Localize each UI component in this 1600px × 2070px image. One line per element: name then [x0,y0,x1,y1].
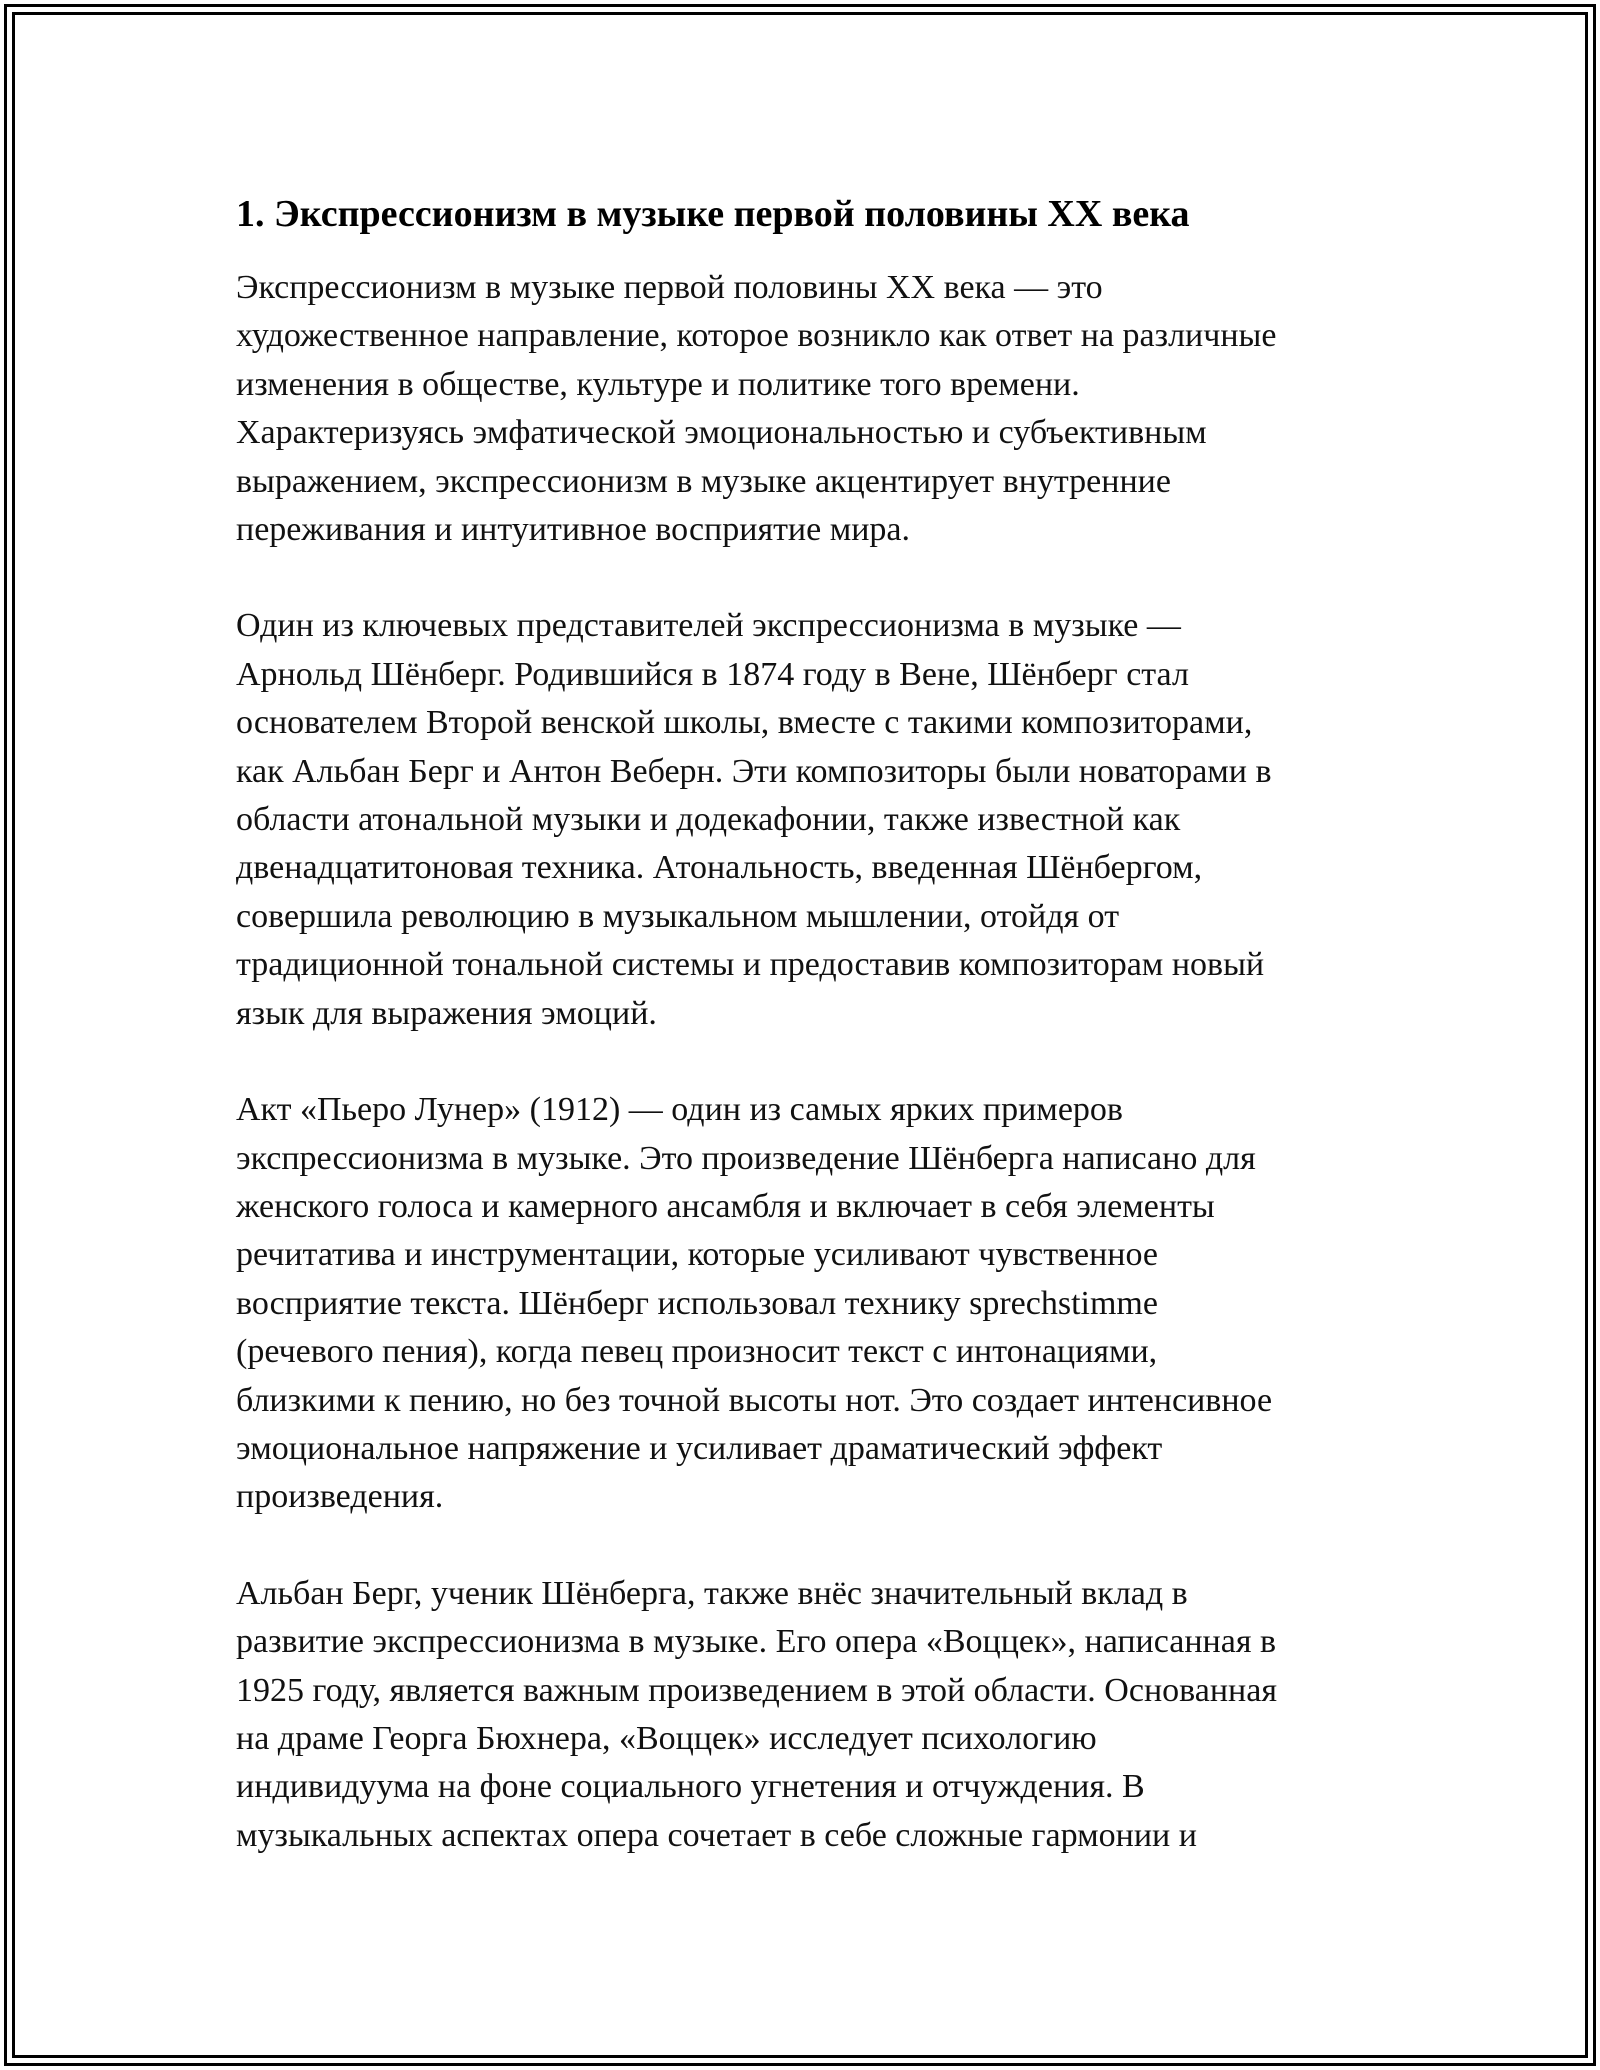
text-line: эмоциональное напряжение и усиливает драматический эффект [236,1429,1163,1467]
text-line: области атональной музыки и додекафонии, также известной как [236,801,1181,839]
text-line: художественное направление, которое возникло как ответ на различные [236,317,1277,355]
text-line: изменения в обществе, культуре и политике того времени. [236,365,1080,403]
text-line: Характеризуясь эмфатической эмоциональностью и субъективным [236,414,1207,452]
text-line: близкими к пению, но без точной высоты нот. Это создает интенсивное [236,1381,1273,1419]
text-line: индивидуума на фоне социального угнетения и отчуждения. В [236,1768,1145,1806]
text-line: традиционной тональной системы и предоставив композиторам новый [236,946,1265,984]
section-heading: 1. Экспрессионизм в музыке первой половины XX века [236,193,1190,235]
text-line: переживания и интуитивное восприятие мира. [236,511,911,549]
text-line: произведения. [236,1478,444,1516]
text-line: речитатива и инструментации, которые усиливают чувственное [236,1236,1158,1274]
text-line: восприятие текста. Шёнберг использовал технику sprechstimme [236,1284,1158,1322]
text-line: язык для выражения эмоций. [236,994,657,1032]
text-line: (речевого пения), когда певец произносит текст с интонациями, [236,1333,1158,1371]
text-line: 1925 году, является важным произведением в этой области. Основанная [236,1671,1277,1709]
text-line: экспрессионизма в музыке. Это произведение Шёнберга написано для [236,1139,1256,1177]
paragraph-schoenberg [236,602,1396,1038]
text-line: Акт «Пьеро Лунер» (1912) — один из самых ярких примеров [236,1091,1123,1129]
text-line: Экспрессионизм в музыке первой половины XX века — это [236,269,1103,306]
text-line: выражением, экспрессионизм в музыке акцентирует внутренние [236,462,1171,500]
paragraph-berg [236,1570,1396,1860]
text-line: основателем Второй венской школы, вместе с такими композиторами, [236,704,1253,742]
text-line: развитие экспрессионизма в музыке. Его опера «Воццек», написанная в [236,1623,1277,1661]
paragraph-intro [236,264,1396,554]
text-line: совершила революцию в музыкальном мышлении, отойдя от [236,897,1120,935]
text-line: Один из ключевых представителей экспрессионизма в музыке — [236,607,1181,645]
text-line: музыкальных аспектах опера сочетает в себе сложные гармонии и [236,1816,1197,1854]
paragraph-pierrot [236,1086,1396,1522]
text-line: Альбан Берг, ученик Шёнберга, также внёс значительный вклад в [236,1574,1188,1612]
text-line: как Альбан Берг и Антон Веберн. Эти композиторы были новаторами в [236,752,1272,790]
text-line: двенадцатитоновая техника. Атональность, введенная Шёнбергом, [236,849,1203,887]
text-line: на драме Георга Бюхнера, «Воццек» исследует психологию [236,1719,1097,1757]
text-line: Арнольд Шёнберг. Родившийся в 1874 году в Вене, Шёнберг стал [236,655,1189,693]
text-line: женского голоса и камерного ансамбля и включает в себя элементы [236,1187,1215,1225]
document-page [236,186,1396,1908]
